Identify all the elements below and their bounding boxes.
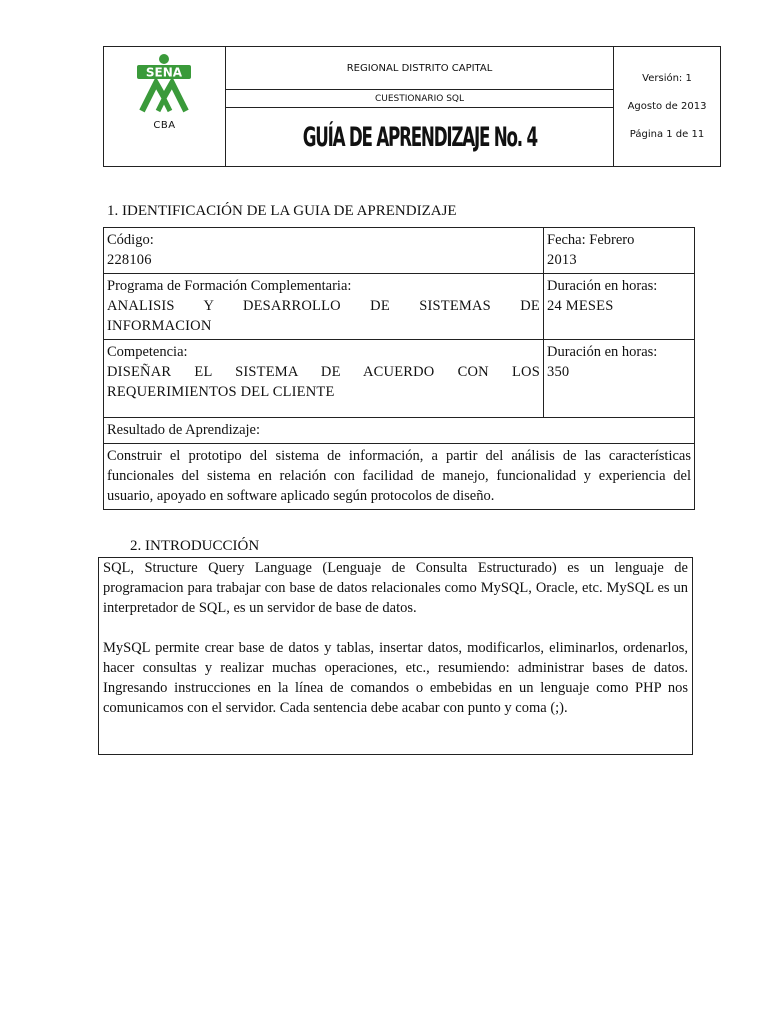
section1-heading: 1. IDENTIFICACIÓN DE LA GUIA DE APRENDIZAJE	[107, 203, 457, 219]
competencia-cell	[104, 340, 544, 418]
document-title: GUÍA DE APRENDIZAJE No. 4	[302, 121, 537, 153]
intro-paragraph-2: MySQL permite crear base de datos y tablas, insertar datos, modificarlos, eliminarlos, ordenarlos, hacer consultas y realizar muchas operaciones, etc., resumiendo: administrar bases de datos. Ingresando instrucciones en la línea de comandos o embebidas en un lenguaje como PHP nos comunicamos con el servidor. Cada sentencia debe acabar con punto y coma (;).	[103, 640, 688, 716]
programa-value-line2: INFORMACION	[107, 318, 212, 334]
document-subtitle: CUESTIONARIO SQL	[226, 90, 614, 108]
duracion1-value: 24 MESES	[547, 298, 614, 314]
resultado-value: Construir el prototipo del sistema de información, a partir del análisis de las características funcionales del sistema en relación con facilidad de manejo, funcionalidad y experiencia del usuario, apoyado en software aplicado según protocolos de diseño.	[107, 448, 691, 504]
regional-label: REGIONAL DISTRITO CAPITAL	[226, 47, 614, 90]
section2-heading: 2. INTRODUCCIÓN	[130, 538, 260, 554]
resultado-label-cell	[104, 418, 695, 444]
introduction-box	[98, 557, 693, 755]
programa-label: Programa de Formación Complementaria:	[107, 278, 352, 294]
page-number: Página 1 de 11	[629, 128, 705, 140]
fecha-label: Fecha:	[547, 232, 586, 248]
resultado-label: Resultado de Aprendizaje:	[107, 422, 261, 438]
programa-cell	[104, 274, 544, 340]
fecha-cell	[544, 228, 695, 274]
competencia-label: Competencia:	[107, 344, 188, 360]
duracion1-label: Duración en horas:	[547, 278, 658, 294]
fecha-value-year: 2013	[547, 252, 577, 268]
competencia-value-line2: REQUERIMIENTOS DEL CLIENTE	[107, 384, 335, 400]
codigo-cell	[104, 228, 544, 274]
title-cell	[226, 108, 614, 167]
document-meta	[614, 47, 721, 167]
date-label: Agosto de 2013	[627, 100, 707, 112]
intro-paragraph-1: SQL, Structure Query Language (Lenguaje de Consulta Estructurado) es un lenguaje de programacion para trabajar con base de datos relacionales como MySQL, Oracle, etc. MySQL es un interpretador de SQL, es un servidor de base de datos.	[103, 560, 688, 616]
duracion1-cell	[544, 274, 695, 340]
version-label: Versión: 1	[642, 72, 692, 84]
duracion2-value: 350	[547, 364, 570, 380]
duracion2-cell	[544, 340, 695, 418]
codigo-label: Código:	[107, 232, 154, 248]
sena-logo-icon	[134, 53, 194, 115]
logo-caption: CBA	[153, 120, 176, 131]
logo-cell	[104, 47, 226, 167]
programa-value-line1: ANALISIS Y DESARROLLO DE SISTEMAS DE	[107, 298, 540, 314]
logo-text: SENA	[145, 65, 183, 80]
identification-table	[103, 227, 695, 510]
codigo-value: 228106	[107, 252, 152, 268]
document-header	[103, 46, 721, 167]
fecha-value-month: Febrero	[589, 232, 635, 248]
duracion2-label: Duración en horas:	[547, 344, 658, 360]
resultado-value-cell	[104, 444, 695, 510]
competencia-value-line1: DISEÑAR EL SISTEMA DE ACUERDO CON LOS	[107, 364, 540, 380]
